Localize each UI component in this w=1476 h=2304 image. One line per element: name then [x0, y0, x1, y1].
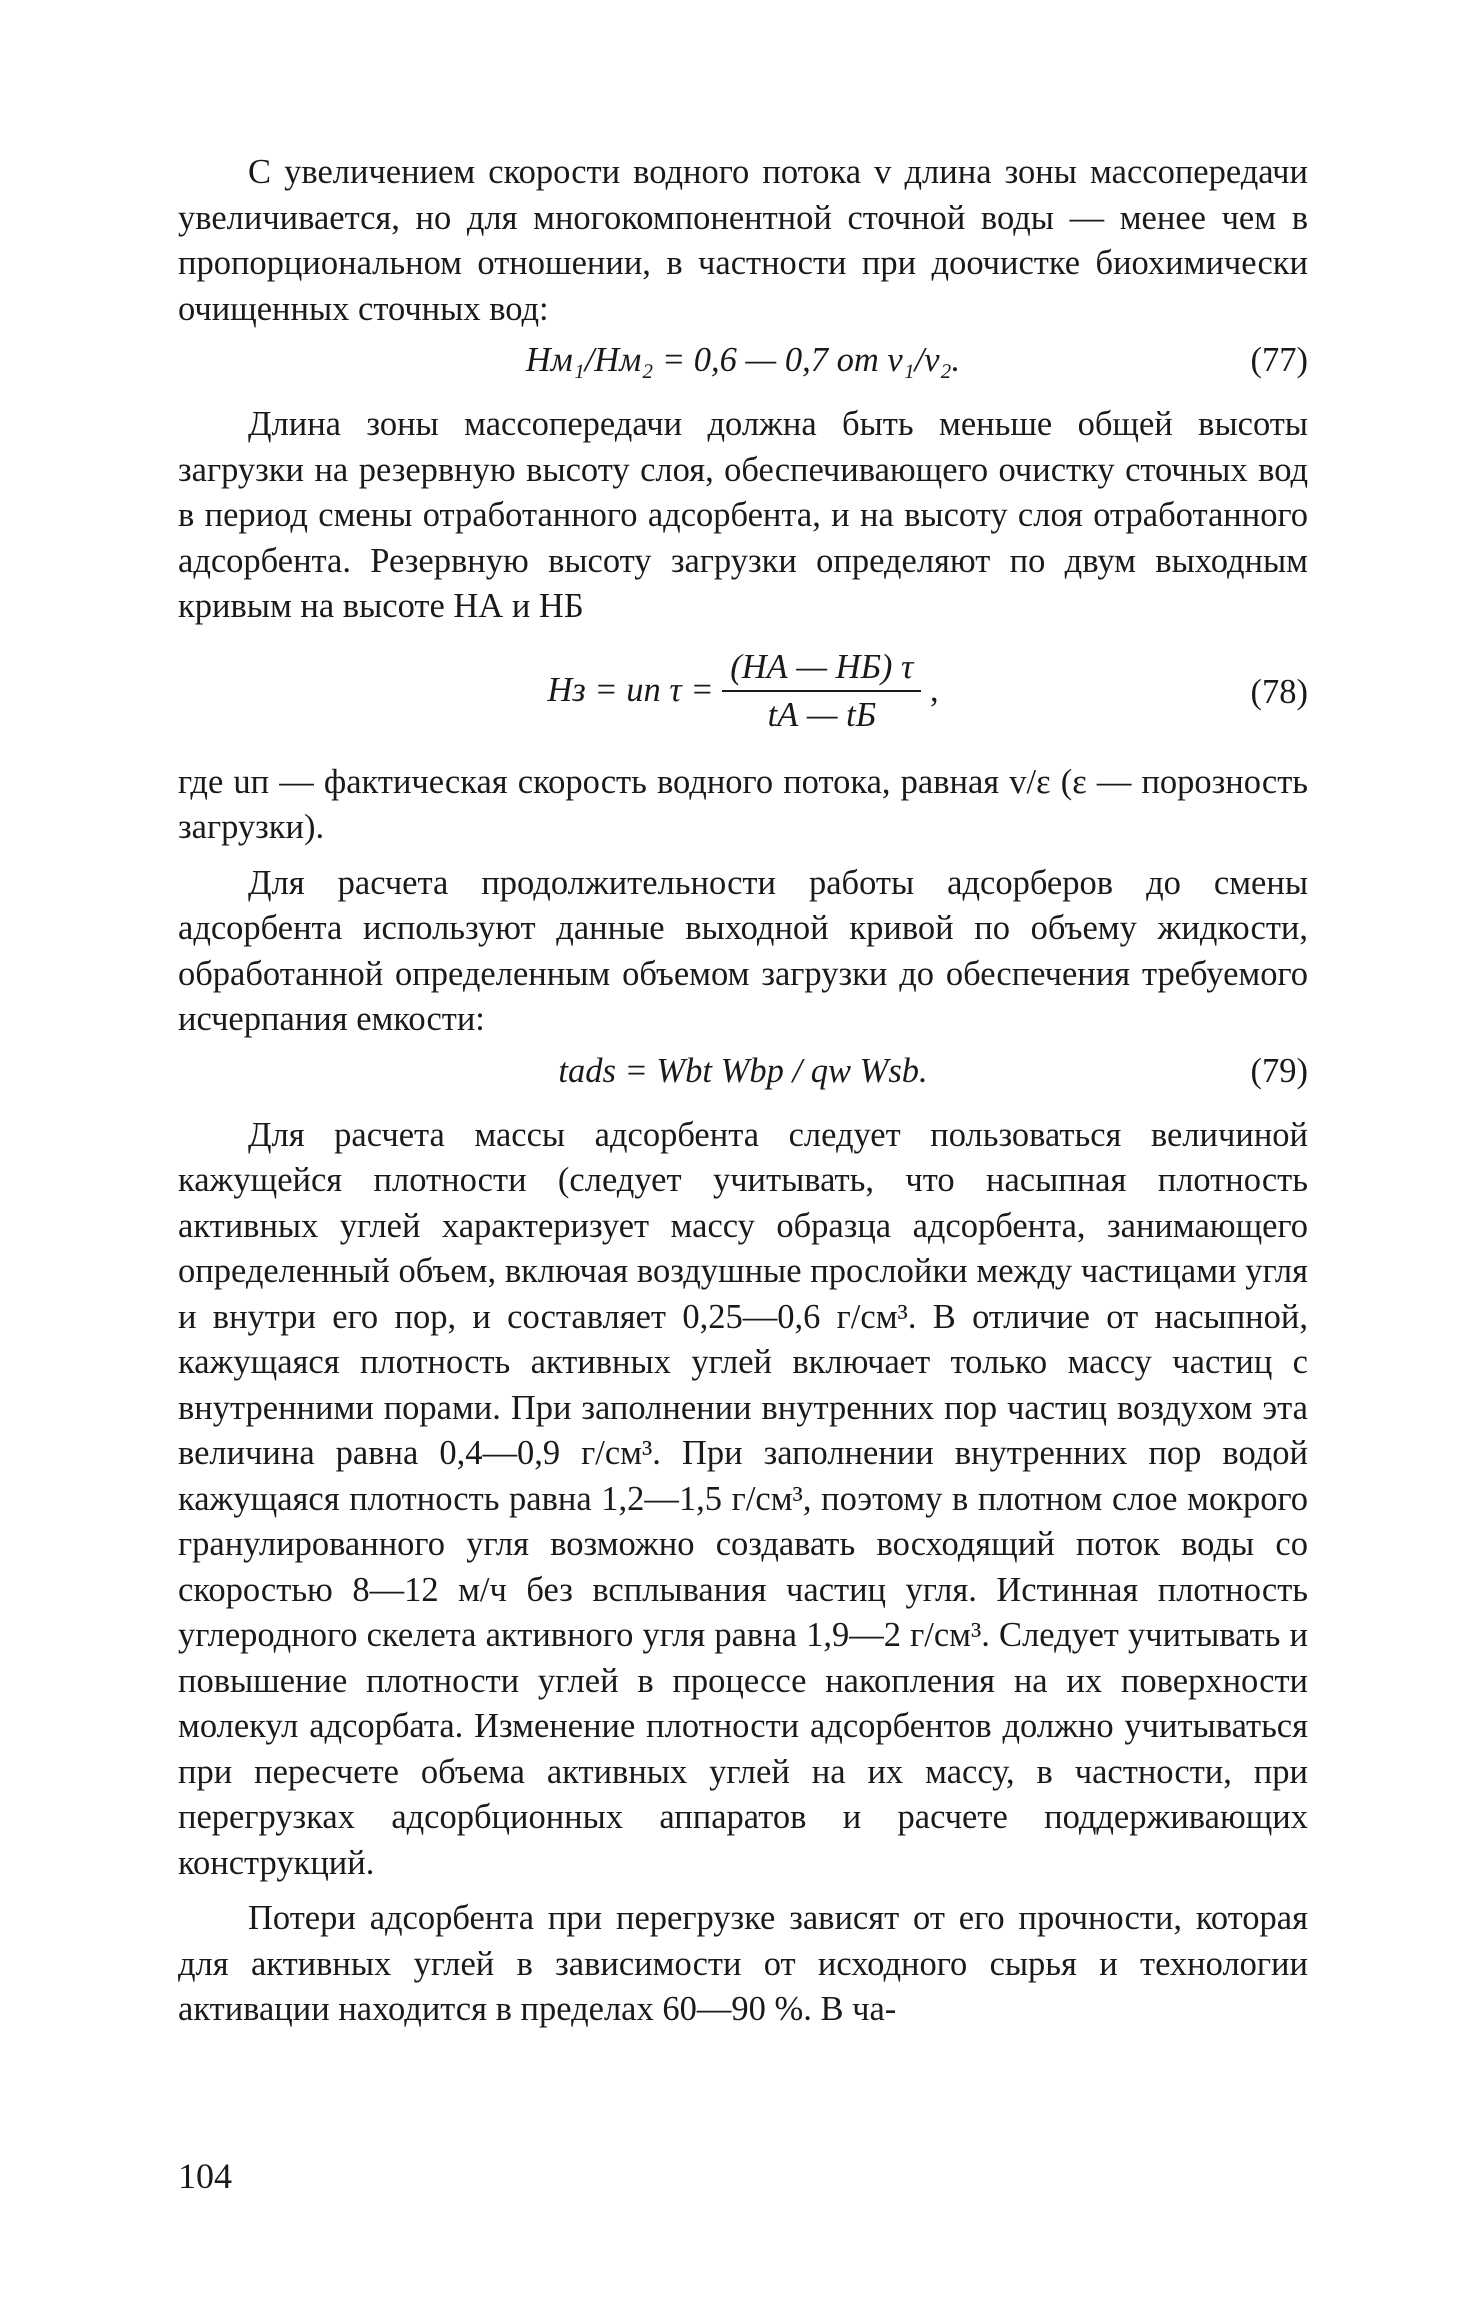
equation-78-denominator: tА — tБ [767, 695, 877, 734]
equation-77-body: Hм₁/Hм₂ = 0,6 — 0,7 от v₁/v₂. [525, 341, 961, 379]
equation-77 [178, 338, 1308, 396]
equation-78-body [178, 644, 1308, 738]
paragraph: Длина зоны массопередачи должна быть меньше общей высоты загрузки на резервную высоту слоя, обеспечивающего очистку сточных вод в период смены отработанного адсорбента, и на высоту слоя отработанного адсорбента. Резервную высоту загрузки определяют по двум выходным кривым на высоте HА и HБ [178, 405, 1308, 625]
page-number: 104 [178, 2156, 232, 2196]
paragraph: Для расчета массы адсорбента следует пользоваться величиной кажущейся плотности (следует учитывать, что насыпная плотность активных углей характеризует массу образца адсорбента, занимающего определенный объем, включая воздушные прослойки между частицами угля и внутри его пор, и составляет 0,25—0,6 г/см³. В отличие от насыпной, кажущаяся плотность активных углей включает только массу частиц с внутренними порами. При заполнении внутренних пор частиц воздухом эта величина равна 0,4—0,9 г/см³. При заполнении внутренних пор водой кажущаяся плотность равна 1,2—1,5 г/см³, поэтому в плотном слое мокрого гранулированного угля возможно создавать восходящий поток воды со скоростью 8—12 м/ч без всплывания частиц угля. Истинная плотность углеродного скелета активного угля равна 1,9—2 г/см³. Следует учитывать и повышение плотности углей в процессе накопления на их поверхности молекул адсорбата. Изменение плотности адсорбентов должно учитываться при пересчете объема активных углей на их массу, в частности, при перегрузках адсорбционных аппаратов и расчете поддерживающих конструкций. [178, 1115, 1308, 1882]
paragraph: Потери адсорбента при перегрузке зависят от его прочности, которая для активных углей в зависимости от исходного сырья и технологии активации находится в пределах 60—90 %. В ча- [178, 1899, 1308, 2028]
equation-78-fraction [722, 644, 921, 738]
equation-number: (78) [1250, 672, 1308, 711]
equation-78-tail: , [930, 670, 939, 709]
equation-78-numerator: (HА — HБ) τ [722, 644, 921, 692]
equation-79-body: tads = Wbt Wbp / qw Wsb. [558, 1051, 928, 1090]
equation-78 [178, 636, 1308, 754]
equation-78-lhs: Hз = uп τ = [547, 670, 714, 709]
equation-number: (79) [1250, 1051, 1308, 1090]
paragraph: Для расчета продолжительности работы адсорберов до смены адсорбента используют данные выходной кривой по объему жидкости, обработанной определенным объемом загрузки до обеспечения требуемого исчерпания емкости: [178, 863, 1308, 1038]
paragraph: С увеличением скорости водного потока v длина зоны массопередачи увеличивается, но для многокомпонентной сточной воды — менее чем в пропорциональном отношении, в частности при доочистке биохимически очищенных сточных вод: [178, 153, 1308, 328]
paragraph: где uп — фактическая скорость водного потока, равная v/ε (ε — порозность загрузки). [178, 762, 1308, 846]
equation-79 [178, 1049, 1308, 1107]
equation-number: (77) [1250, 341, 1308, 379]
page-body [178, 150, 1308, 2033]
